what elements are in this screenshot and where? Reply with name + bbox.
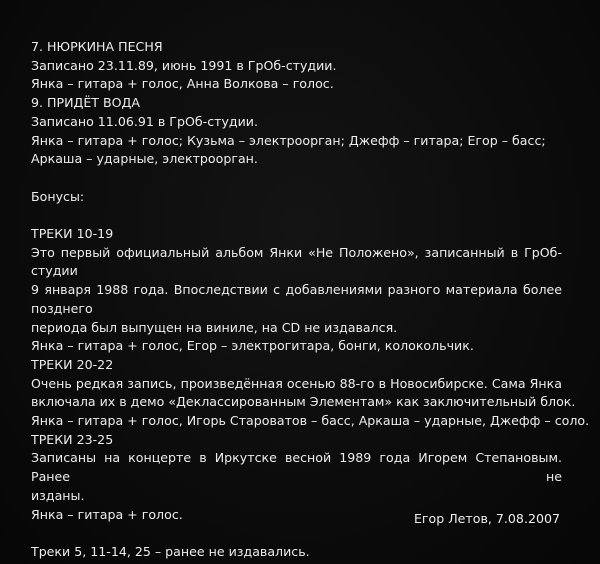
signature: Егор Летов, 7.08.2007: [413, 511, 560, 526]
track-9-lineup-1: Янка – гитара + голос; Кузьма – электроорган; Джефф – гитара; Егор – басс;: [31, 132, 546, 148]
track-9-lineup-2: Аркаша – ударные, электроорган.: [31, 151, 258, 167]
bonuses-heading: Бонусы:: [31, 188, 85, 204]
liner-notes-text: [31, 38, 590, 562]
track-7-recorded: Записано 23.11.89, июнь 1991 в ГрОб-студии.: [31, 57, 337, 73]
tracks-10-19-title: ТРЕКИ 10-19: [31, 226, 114, 241]
tracks-10-19-text-2: 9 января 1988 года. Впоследствии с добавлениями разного материала более позднего: [31, 282, 562, 316]
tracks-10-19-text-3: периода был выпущен на виниле, на CD не издавался.: [31, 319, 398, 335]
tracks-23-25-lineup: Янка – гитара + голос.: [31, 506, 183, 522]
unreleased-note: Треки 5, 11-14, 25 – ранее не издавались.: [31, 543, 310, 559]
track-7-title: 7. НЮРКИНА ПЕСНЯ: [31, 39, 163, 54]
tracks-23-25-text-1: Записаны на концерте в Иркутске весной 1989 года Игорем Степановым. Ранее не: [31, 450, 562, 485]
tracks-20-22-lineup: Янка – гитара + голос, Игорь Староватов – басс, Аркаша – ударные, Джефф – соло.: [31, 413, 590, 429]
tracks-20-22-text-2: включала их в демо «Деклассированным Элементам» как заключительный блок.: [31, 394, 576, 410]
tracks-23-25-text-2: изданы.: [31, 487, 85, 503]
tracks-20-22-title: ТРЕКИ 20-22: [31, 356, 114, 372]
tracks-10-19-text-1: Это первый официальный альбом Янки «Не Положено», записанный в ГрОб-студии: [31, 244, 562, 279]
tracks-10-19-lineup: Янка – гитара + голос, Егор – электрогитара, бонги, колокольчик.: [31, 338, 474, 354]
tracks-20-22-text-1: Очень редкая запись, произведённая осенью 88-го в Новосибирске. Сама Янка: [31, 375, 562, 391]
track-7-lineup: Янка – гитара + голос, Анна Волкова – голос.: [31, 76, 334, 92]
track-9-recorded: Записано 11.06.91 в ГрОб-студии.: [31, 113, 258, 129]
track-9-title: 9. ПРИДЁТ ВОДА: [31, 95, 141, 111]
tracks-23-25-title: ТРЕКИ 23-25: [31, 431, 114, 447]
